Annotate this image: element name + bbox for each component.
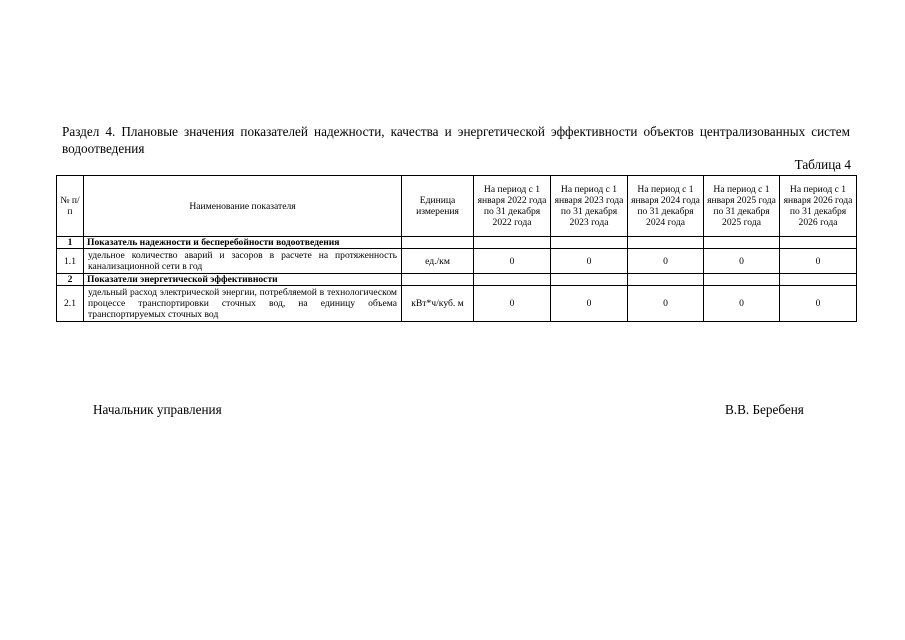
signatory-name: В.В. Беребеня [725, 402, 804, 417]
header-period-2024: На период с 1 января 2024 года по 31 декабря 2024 года [628, 176, 704, 237]
row-value: 0 [551, 286, 628, 322]
header-period-2026: На период с 1 января 2026 года по 31 декабря 2026 года [780, 176, 857, 237]
row-value: 0 [628, 286, 704, 322]
row-unit: кВт*ч/куб. м [402, 286, 474, 322]
row-value: 0 [474, 286, 551, 322]
signatory-position: Начальник управления [93, 402, 222, 417]
row-value: 0 [474, 249, 551, 274]
section-title: Показатель надежности и бесперебойности водоотведения [84, 237, 402, 249]
empty-cell [628, 274, 704, 286]
empty-cell [551, 237, 628, 249]
section-num: 1 [57, 237, 84, 249]
header-num: № п/п [57, 176, 84, 237]
header-name: Наименование показателя [84, 176, 402, 237]
section-title: Показатели энергетической эффективности [84, 274, 402, 286]
row-name: удельный расход электрической энергии, потребляемой в технологическом процессе транспортировки сточных вод, на единицу объема транспортируемых сточных вод [84, 286, 402, 322]
row-value: 0 [780, 249, 857, 274]
header-period-2023: На период с 1 января 2023 года по 31 декабря 2023 года [551, 176, 628, 237]
header-period-2025: На период с 1 января 2025 года по 31 декабря 2025 года [704, 176, 780, 237]
empty-cell [402, 274, 474, 286]
row-unit: ед./км [402, 249, 474, 274]
row-value: 0 [628, 249, 704, 274]
table-row [57, 286, 857, 322]
row-name: удельное количество аварий и засоров в расчете на протяженность канализационной сети в год [84, 249, 402, 274]
row-value: 0 [704, 249, 780, 274]
row-num: 1.1 [57, 249, 84, 274]
empty-cell [551, 274, 628, 286]
empty-cell [780, 274, 857, 286]
table-row [57, 249, 857, 274]
header-unit: Единица измерения [402, 176, 474, 237]
indicators-table [56, 175, 857, 322]
table-header-row [57, 176, 857, 237]
empty-cell [628, 237, 704, 249]
table-label: Таблица 4 [794, 157, 851, 172]
empty-cell [780, 237, 857, 249]
section-row [57, 274, 857, 286]
empty-cell [474, 237, 551, 249]
empty-cell [474, 274, 551, 286]
empty-cell [402, 237, 474, 249]
section-num: 2 [57, 274, 84, 286]
row-value: 0 [704, 286, 780, 322]
section-row [57, 237, 857, 249]
header-period-2022: На период с 1 января 2022 года по 31 декабря 2022 года [474, 176, 551, 237]
row-value: 0 [551, 249, 628, 274]
row-value: 0 [780, 286, 857, 322]
row-num: 2.1 [57, 286, 84, 322]
section-heading: Раздел 4. Плановые значения показателей надежности, качества и энергетической эффективности объектов централизованных систем водоотведения [62, 124, 850, 156]
empty-cell [704, 274, 780, 286]
empty-cell [704, 237, 780, 249]
